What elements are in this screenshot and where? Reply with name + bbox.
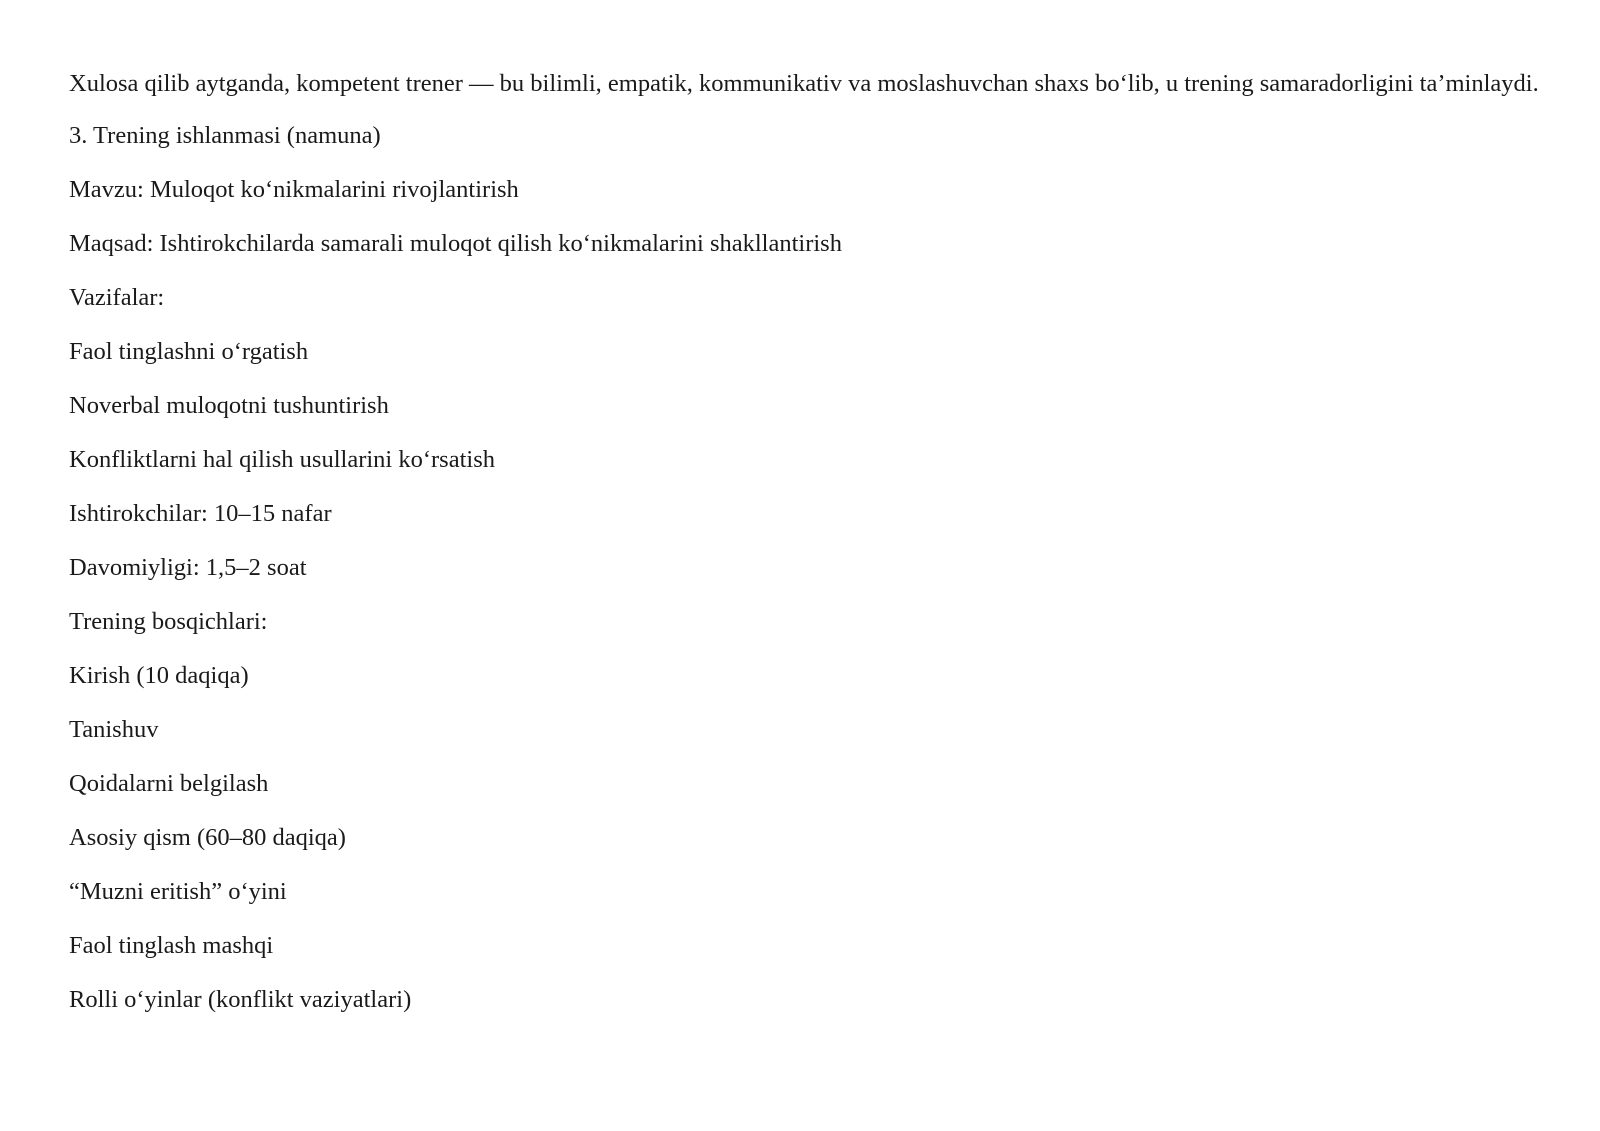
stage-subitem: Faol tinglash mashqi [69,932,274,959]
stage-subitem: “Muzni eritish” o‘yini [69,878,287,905]
stages-label: Trening bosqichlari: [69,608,268,635]
topic-line: Mavzu: Muloqot ko‘nikmalarini rivojlantirish [69,176,519,203]
stage-subitem: Rolli o‘yinlar (konflikt vaziyatlari) [69,986,412,1013]
section-heading: 3. Trening ishlanmasi (namuna) [69,122,381,149]
conclusion-paragraph: Xulosa qilib aytganda, kompetent trener — bu bilimli, empatik, kommunikativ va moslashuvchan shaxs bo‘lib, u trening samaradorligini ta’minlaydi. [69,70,1539,97]
stage-item: Kirish (10 daqiqa) [69,662,249,689]
participants-line: Ishtirokchilar: 10–15 nafar [69,500,332,527]
task-item: Faol tinglashni o‘rgatish [69,338,309,365]
task-item: Noverbal muloqotni tushuntirish [69,392,389,419]
goal-line: Maqsad: Ishtirokchilarda samarali muloqot qilish ko‘nikmalarini shakllantirish [69,230,842,257]
stage-subitem: Qoidalarni belgilash [69,770,269,797]
duration-line: Davomiyligi: 1,5–2 soat [69,554,307,581]
stage-item: Asosiy qism (60–80 daqiqa) [69,824,346,851]
stage-subitem: Tanishuv [69,716,159,743]
document-body [69,66,1539,1036]
tasks-label: Vazifalar: [69,284,165,311]
task-item: Konfliktlarni hal qilish usullarini ko‘rsatish [69,446,495,473]
